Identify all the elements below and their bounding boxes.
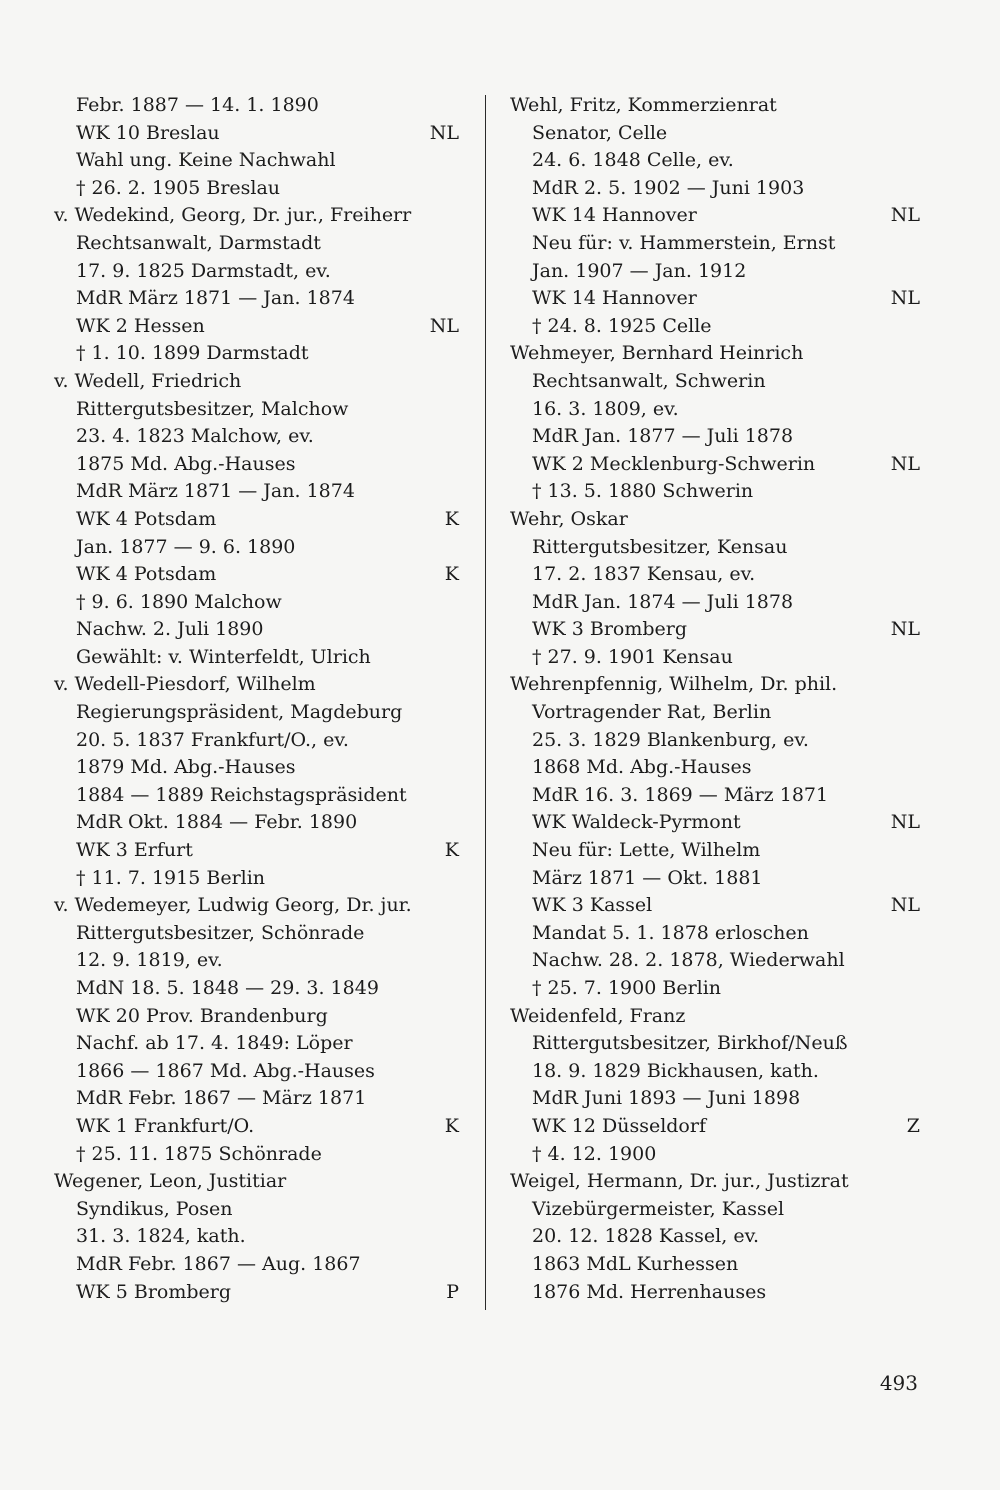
entry-detail-line: [510, 865, 920, 893]
line-text: WK 20 Prov. Brandenburg: [76, 1004, 328, 1027]
entry-detail-line: [510, 1058, 920, 1086]
line-text: 23. 4. 1823 Malchow, ev.: [76, 425, 314, 448]
entry-detail-line: [510, 1141, 920, 1169]
entry-detail-line: [54, 754, 459, 782]
line-text: Neu für: Lette, Wilhelm: [532, 839, 761, 862]
party-label: NL: [890, 618, 920, 641]
line-text: WK 4 Potsdam: [76, 563, 217, 586]
entry-detail-line: [510, 782, 920, 810]
party-label: NL: [890, 811, 920, 834]
line-text: WK 2 Mecklenburg-Schwerin: [532, 452, 816, 475]
entry-name-line: [510, 92, 920, 120]
entry-detail-line: [510, 947, 920, 975]
line-text: Wegener, Leon, Justitiar: [54, 1170, 287, 1193]
line-text: † 25. 7. 1900 Berlin: [532, 977, 722, 999]
entry-detail-line: [510, 313, 920, 341]
entry-detail-line: [510, 396, 920, 424]
entry-detail-line: [54, 340, 459, 368]
entry-detail-line: [54, 451, 459, 479]
party-label: NL: [890, 287, 920, 310]
entry-detail-line: [54, 1058, 459, 1086]
left-column: [54, 92, 459, 1306]
entry-detail-line: [54, 175, 459, 203]
entry-detail-line: [54, 1223, 459, 1251]
entry-detail-line: [54, 258, 459, 286]
line-text: Vizebürgermeister, Kassel: [532, 1197, 785, 1220]
line-text: Rechtsanwalt, Schwerin: [532, 369, 766, 392]
party-label: NL: [890, 452, 920, 475]
entry-detail-line: [510, 478, 920, 506]
entry-detail-line: [54, 1196, 459, 1224]
entry-detail-line: [510, 147, 920, 175]
entry-detail-line: [54, 423, 459, 451]
entry-detail-line: [510, 754, 920, 782]
entry-name-line: [510, 506, 920, 534]
entry-detail-line: [510, 975, 920, 1003]
line-text: Gewählt: v. Winterfeldt, Ulrich: [76, 645, 371, 668]
line-text: MdR Jan. 1874 — Juli 1878: [532, 590, 794, 613]
line-text: Rittergutsbesitzer, Birkhof/Neuß: [532, 1032, 848, 1055]
line-text: Wehr, Oskar: [510, 507, 628, 530]
entry-detail-line: [54, 1113, 459, 1141]
entry-detail-line: [510, 589, 920, 617]
line-text: Wehmeyer, Bernhard Heinrich: [510, 342, 804, 365]
entry-detail-line: [54, 396, 459, 424]
line-text: Jan. 1907 — Jan. 1912: [532, 259, 747, 282]
entry-detail-line: [510, 423, 920, 451]
line-text: 12. 9. 1819, ev.: [76, 949, 223, 972]
line-text: Nachw. 28. 2. 1878, Wiederwahl: [532, 949, 845, 972]
entry-detail-line: [54, 313, 459, 341]
line-text: v. Wedemeyer, Ludwig Georg, Dr. jur.: [54, 894, 412, 917]
line-text: WK 3 Bromberg: [532, 618, 688, 641]
party-label: K: [444, 563, 459, 586]
entry-detail-line: [54, 120, 459, 148]
line-text: WK 4 Potsdam: [76, 507, 217, 530]
entry-detail-line: [510, 1251, 920, 1279]
line-text: 1866 — 1867 Md. Abg.-Hauses: [76, 1059, 375, 1082]
line-text: WK 14 Hannover: [532, 287, 697, 310]
entry-detail-line: [510, 644, 920, 672]
entry-detail-line: [510, 1223, 920, 1251]
entry-detail-line: [510, 809, 920, 837]
line-text: MdR Okt. 1884 — Febr. 1890: [76, 811, 358, 834]
line-text: Nachw. 2. Juli 1890: [76, 618, 264, 641]
line-text: Jan. 1877 — 9. 6. 1890: [76, 535, 296, 558]
line-text: Nachf. ab 17. 4. 1849: Löper: [76, 1032, 353, 1055]
line-text: Rittergutsbesitzer, Malchow: [76, 397, 349, 420]
entry-detail-line: [54, 1085, 459, 1113]
party-label: NL: [429, 314, 459, 337]
line-text: WK 14 Hannover: [532, 204, 697, 227]
entry-name-line: [54, 671, 459, 699]
line-text: Vortragender Rat, Berlin: [532, 701, 772, 724]
line-text: MdR Jan. 1877 — Juli 1878: [532, 425, 794, 448]
line-text: † 26. 2. 1905 Breslau: [76, 176, 281, 199]
line-text: WK 3 Kassel: [532, 894, 653, 917]
entry-name-line: [510, 1168, 920, 1196]
line-text: † 11. 7. 1915 Berlin: [76, 866, 266, 889]
entry-detail-line: [54, 947, 459, 975]
entry-detail-line: [54, 506, 459, 534]
entry-detail-line: [54, 230, 459, 258]
line-text: Mandat 5. 1. 1878 erloschen: [532, 921, 809, 944]
line-text: WK 5 Bromberg: [76, 1280, 232, 1303]
line-text: WK 12 Düsseldorf: [532, 1114, 706, 1137]
line-text: Senator, Celle: [532, 121, 668, 144]
party-label: NL: [890, 204, 920, 227]
line-text: 31. 3. 1824, kath.: [76, 1225, 246, 1248]
line-text: MdR Febr. 1867 — März 1871: [76, 1087, 367, 1110]
entry-detail-line: [510, 1113, 920, 1141]
line-text: † 4. 12. 1900: [532, 1142, 657, 1165]
line-text: v. Wedell-Piesdorf, Wilhelm: [54, 673, 316, 696]
line-text: 24. 6. 1848 Celle, ev.: [532, 149, 734, 172]
line-text: 25. 3. 1829 Blankenburg, ev.: [532, 728, 809, 751]
entry-name-line: [54, 368, 459, 396]
entry-detail-line: [54, 478, 459, 506]
entry-detail-line: [54, 1141, 459, 1169]
line-text: WK 3 Erfurt: [76, 839, 193, 862]
line-text: MdR Febr. 1867 — Aug. 1867: [76, 1252, 361, 1275]
line-text: † 24. 8. 1925 Celle: [532, 314, 712, 337]
line-text: MdR Juni 1893 — Juni 1898: [532, 1087, 801, 1110]
entry-detail-line: [54, 1003, 459, 1031]
entry-name-line: [54, 1168, 459, 1196]
right-column: [510, 92, 920, 1306]
line-text: 20. 5. 1837 Frankfurt/O., ev.: [76, 728, 349, 751]
entry-detail-line: [54, 699, 459, 727]
entry-detail-line: [510, 1030, 920, 1058]
entry-detail-line: [510, 230, 920, 258]
entry-detail-line: [510, 534, 920, 562]
line-text: MdN 18. 5. 1848 — 29. 3. 1849: [76, 977, 379, 999]
entry-detail-line: [510, 1279, 920, 1307]
party-label: NL: [429, 121, 459, 144]
line-text: 1879 Md. Abg.-Hauses: [76, 756, 296, 779]
page-number: 493: [879, 1371, 918, 1395]
entry-detail-line: [510, 727, 920, 755]
entry-detail-line: [510, 616, 920, 644]
party-label: K: [444, 1114, 459, 1137]
party-label: K: [444, 839, 459, 862]
entry-detail-line: [510, 175, 920, 203]
entry-detail-line: [54, 1279, 459, 1307]
entry-detail-line: [54, 616, 459, 644]
entry-detail-line: [54, 782, 459, 810]
entry-detail-line: [510, 699, 920, 727]
entry-name-line: [54, 202, 459, 230]
entry-detail-line: [54, 92, 459, 120]
line-text: WK Waldeck-Pyrmont: [532, 811, 741, 834]
line-text: 17. 9. 1825 Darmstadt, ev.: [76, 259, 331, 282]
line-text: Rittergutsbesitzer, Schönrade: [76, 921, 365, 944]
line-text: Febr. 1887 — 14. 1. 1890: [76, 94, 319, 116]
line-text: Weidenfeld, Franz: [510, 1004, 686, 1027]
line-text: Regierungspräsident, Magdeburg: [76, 701, 403, 724]
line-text: Neu für: v. Hammerstein, Ernst: [532, 231, 836, 254]
entry-detail-line: [510, 368, 920, 396]
entry-detail-line: [54, 534, 459, 562]
line-text: Weigel, Hermann, Dr. jur., Justizrat: [510, 1170, 849, 1193]
line-text: † 13. 5. 1880 Schwerin: [532, 480, 754, 503]
entry-detail-line: [510, 451, 920, 479]
line-text: v. Wedell, Friedrich: [54, 369, 242, 392]
entry-detail-line: [510, 120, 920, 148]
line-text: Rittergutsbesitzer, Kensau: [532, 535, 788, 558]
line-text: 1876 Md. Herrenhauses: [532, 1280, 767, 1303]
line-text: 16. 3. 1809, ev.: [532, 397, 679, 420]
line-text: Syndikus, Posen: [76, 1197, 233, 1220]
entry-detail-line: [510, 285, 920, 313]
line-text: v. Wedekind, Georg, Dr. jur., Freiherr: [54, 204, 412, 227]
entry-detail-line: [54, 837, 459, 865]
line-text: † 27. 9. 1901 Kensau: [532, 645, 733, 668]
line-text: 17. 2. 1837 Kensau, ev.: [532, 563, 756, 586]
entry-detail-line: [510, 837, 920, 865]
entry-detail-line: [54, 561, 459, 589]
line-text: Wehrenpfennig, Wilhelm, Dr. phil.: [510, 673, 838, 696]
entry-name-line: [54, 892, 459, 920]
line-text: Rechtsanwalt, Darmstadt: [76, 231, 321, 254]
line-text: 20. 12. 1828 Kassel, ev.: [532, 1225, 760, 1248]
party-label: Z: [906, 1114, 920, 1137]
entry-detail-line: [510, 258, 920, 286]
entry-detail-line: [54, 809, 459, 837]
entry-detail-line: [54, 727, 459, 755]
line-text: 1868 Md. Abg.-Hauses: [532, 756, 752, 779]
line-text: † 25. 11. 1875 Schönrade: [76, 1142, 322, 1165]
line-text: † 9. 6. 1890 Malchow: [76, 590, 282, 613]
entry-detail-line: [54, 920, 459, 948]
line-text: 1863 MdL Kurhessen: [532, 1252, 739, 1275]
line-text: MdR März 1871 — Jan. 1874: [76, 287, 355, 310]
entry-detail-line: [54, 865, 459, 893]
line-text: MdR 2. 5. 1902 — Juni 1903: [532, 176, 805, 199]
entry-detail-line: [54, 1251, 459, 1279]
entry-detail-line: [510, 202, 920, 230]
line-text: 1884 — 1889 Reichstagspräsident: [76, 783, 407, 806]
entry-detail-line: [510, 1085, 920, 1113]
entry-detail-line: [54, 644, 459, 672]
entry-detail-line: [54, 147, 459, 175]
column-divider: [485, 95, 486, 1310]
party-label: P: [446, 1280, 459, 1303]
line-text: Wehl, Fritz, Kommerzienrat: [510, 94, 777, 116]
entry-detail-line: [510, 561, 920, 589]
line-text: WK 10 Breslau: [76, 121, 220, 144]
line-text: WK 2 Hessen: [76, 314, 205, 337]
line-text: MdR 16. 3. 1869 — März 1871: [532, 783, 829, 806]
entry-detail-line: [54, 285, 459, 313]
entry-name-line: [510, 340, 920, 368]
entry-detail-line: [510, 920, 920, 948]
party-label: K: [444, 507, 459, 530]
entry-name-line: [510, 1003, 920, 1031]
line-text: † 1. 10. 1899 Darmstadt: [76, 342, 309, 365]
line-text: 1875 Md. Abg.-Hauses: [76, 452, 296, 475]
entry-detail-line: [510, 892, 920, 920]
line-text: WK 1 Frankfurt/O.: [76, 1114, 255, 1137]
entry-detail-line: [54, 1030, 459, 1058]
entry-name-line: [510, 671, 920, 699]
entry-detail-line: [54, 975, 459, 1003]
party-label: NL: [890, 894, 920, 917]
line-text: März 1871 — Okt. 1881: [532, 866, 763, 889]
line-text: MdR März 1871 — Jan. 1874: [76, 480, 355, 503]
line-text: Wahl ung. Keine Nachwahl: [76, 149, 336, 172]
line-text: 18. 9. 1829 Bickhausen, kath.: [532, 1059, 819, 1082]
entry-detail-line: [510, 1196, 920, 1224]
entry-detail-line: [54, 589, 459, 617]
